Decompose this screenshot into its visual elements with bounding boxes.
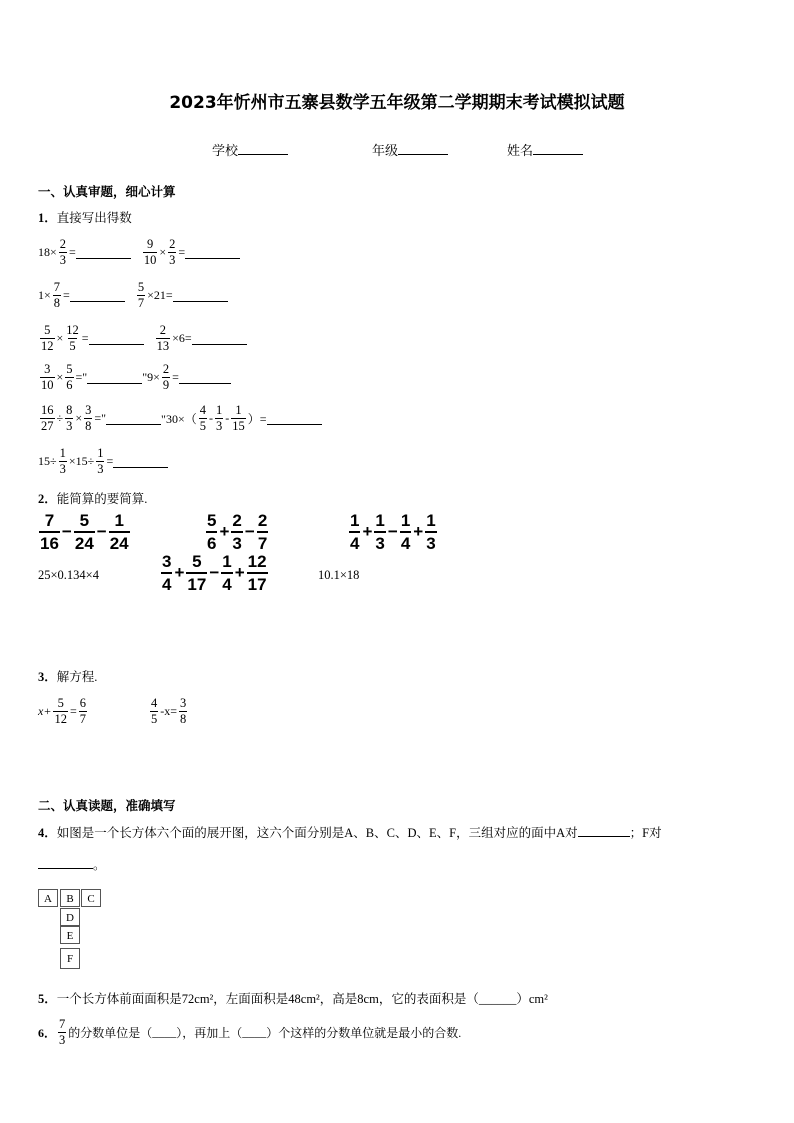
fraction (53, 281, 61, 309)
denominator: 7 (79, 711, 86, 726)
denominator: 24 (109, 531, 130, 552)
text: = (69, 244, 76, 259)
numerator: 2 (162, 362, 170, 376)
operator: + (413, 522, 424, 541)
net-cell-f: F (60, 948, 80, 969)
q1-row-2 (38, 275, 228, 315)
text: ×6= (172, 330, 192, 345)
q5-blank[interactable]: ______ (478, 992, 517, 1006)
q6-number: 6． (38, 1025, 57, 1040)
numerator: 12 (66, 323, 79, 337)
fraction (65, 363, 73, 391)
fraction (143, 238, 158, 266)
denominator: 3 (66, 418, 73, 433)
q1-heading (38, 208, 132, 226)
numerator: 1 (222, 552, 232, 571)
q4-line-2 (38, 855, 106, 873)
denominator: 12 (41, 338, 54, 353)
numerator: 1 (375, 511, 385, 530)
numerator: 5 (57, 696, 64, 710)
answer-blank[interactable] (76, 246, 131, 259)
fraction (39, 512, 60, 552)
fraction (425, 512, 436, 552)
q6-blank-1[interactable]: ____ (152, 1024, 177, 1039)
numerator: 7 (53, 280, 61, 294)
fraction (65, 404, 73, 432)
q2-text: 能简算的要简算. (56, 492, 148, 506)
denominator: 17 (186, 572, 207, 593)
fraction (206, 512, 217, 552)
q2-expr-1 (38, 512, 131, 552)
operator: − (61, 522, 72, 541)
numerator: 3 (162, 552, 172, 571)
numerator: 3 (44, 362, 51, 376)
denominator: 8 (53, 295, 61, 310)
q4-line-1 (38, 823, 662, 841)
text: = (81, 330, 89, 345)
fraction (400, 512, 411, 552)
numerator: 1 (350, 511, 360, 530)
numerator: 5 (44, 323, 51, 337)
answer-blank[interactable] (179, 371, 231, 384)
q2-expr-3 (348, 512, 438, 552)
text: = (63, 287, 70, 302)
numerator: 4 (151, 696, 158, 710)
denominator: 4 (400, 531, 411, 552)
answer-blank[interactable] (70, 289, 125, 302)
denominator: 3 (97, 461, 104, 476)
q1-row-6 (38, 441, 168, 481)
fraction (349, 512, 360, 552)
denominator: 27 (41, 418, 54, 433)
grade-label: 年级 (372, 143, 399, 158)
denominator: 3 (59, 1032, 66, 1047)
text: "30×（ (161, 411, 197, 426)
q5-text: 一个长方体前面面积是72cm²，左面面积是48cm²，高是8cm，它的表面积是（ (56, 992, 479, 1006)
fraction (59, 447, 67, 475)
denominator: 17 (247, 572, 268, 593)
fraction (162, 363, 170, 391)
q3-equation-1 (38, 691, 89, 731)
fraction (247, 553, 268, 593)
text: =" (75, 369, 88, 384)
text: - (208, 410, 213, 425)
q4-mid: ；F对 (629, 826, 662, 840)
numerator: 5 (137, 280, 145, 294)
denominator: 9 (162, 377, 170, 392)
denominator: 8 (180, 711, 187, 726)
numerator: 7 (44, 511, 55, 530)
q2-heading (38, 489, 147, 507)
text: = (178, 244, 186, 259)
text: 1× (38, 287, 51, 302)
denominator: 10 (143, 252, 157, 267)
numerator: 1 (235, 403, 242, 417)
text: ）= (247, 411, 267, 426)
operator: + (234, 563, 245, 582)
denominator: 10 (41, 377, 54, 392)
denominator: 7 (257, 531, 268, 552)
operator: − (96, 522, 107, 541)
answer-blank[interactable] (173, 289, 228, 302)
q3-number: 3． (38, 670, 57, 684)
answer-blank[interactable] (113, 455, 168, 468)
denominator: 4 (349, 531, 360, 552)
text: × (56, 330, 64, 345)
q1-text: 直接写出得数 (56, 211, 132, 225)
fraction (96, 447, 104, 475)
q1-row-1 (38, 232, 240, 272)
text: ×21= (147, 287, 173, 302)
denominator: 3 (59, 252, 67, 267)
denominator: 5 (199, 418, 206, 433)
q6-text-2: ），再加上（ (176, 1025, 243, 1040)
net-cell-b: B (60, 889, 80, 907)
answer-blank[interactable] (192, 332, 247, 345)
denominator: 8 (85, 418, 92, 433)
fraction (215, 404, 223, 432)
q2-expr-5 (160, 553, 269, 593)
text: =" (94, 410, 107, 425)
fraction (186, 553, 207, 593)
numerator: 2 (257, 511, 268, 530)
numerator: 1 (400, 511, 411, 530)
answer-blank[interactable] (87, 371, 142, 384)
text: × (56, 369, 64, 384)
q3-heading (38, 667, 97, 685)
grade-field (372, 140, 448, 159)
text: ×15÷ (68, 453, 95, 468)
q4-end: 。 (93, 858, 106, 872)
fraction (137, 281, 145, 309)
numerator: 16 (41, 403, 54, 417)
answer-blank[interactable] (38, 856, 93, 869)
q1-row-3 (38, 318, 247, 358)
fraction (199, 404, 207, 432)
fraction (84, 404, 92, 432)
denominator: 4 (161, 572, 172, 593)
name-field (507, 140, 583, 159)
numerator: 5 (66, 362, 73, 376)
text: - (225, 410, 230, 425)
text: = (106, 453, 114, 468)
name-label: 姓名 (507, 143, 534, 158)
text: × (159, 244, 167, 259)
text: -x= (160, 703, 178, 718)
text: ÷ (56, 410, 64, 425)
numerator: 8 (66, 403, 73, 417)
q6-line (38, 1012, 461, 1052)
denominator: 3 (215, 418, 223, 433)
denominator: 24 (74, 531, 95, 552)
answer-blank[interactable] (185, 246, 240, 259)
denominator: 3 (231, 531, 242, 552)
net-cell-e: E (60, 926, 80, 944)
denominator: 3 (59, 461, 66, 476)
fraction (179, 697, 187, 725)
net-cell-a: A (38, 889, 58, 907)
numerator: 3 (180, 696, 187, 710)
fraction (168, 238, 176, 266)
denominator: 7 (137, 295, 145, 310)
numerator: 9 (146, 237, 154, 251)
numerator: 2 (59, 237, 67, 251)
q1-row-5 (38, 398, 322, 438)
q4-text: 如图是一个长方体六个面的展开图，这六个面分别是A、B、C、D、E、F，三组对应的面中A对 (56, 826, 578, 840)
q5-end: ）cm² (516, 992, 548, 1006)
q6-text: 的分数单位是（ (68, 1025, 153, 1040)
numerator: 1 (97, 446, 104, 460)
numerator: 6 (79, 696, 86, 710)
text: = (69, 703, 77, 718)
fraction (53, 697, 68, 725)
numerator: 2 (169, 237, 176, 251)
denominator: 13 (156, 338, 170, 353)
fraction (40, 363, 55, 391)
answer-blank[interactable] (578, 824, 630, 837)
numerator: 7 (59, 1017, 66, 1031)
text: "9× (142, 369, 160, 384)
q5-number: 5． (38, 992, 57, 1006)
numerator: 5 (192, 552, 202, 571)
section1-heading: 一、认真审题，细心计算 (38, 185, 176, 199)
answer-blank[interactable] (89, 332, 144, 345)
text: 18× (38, 244, 57, 259)
denominator: 15 (232, 418, 245, 433)
q6-text-3: ）个这样的分数单位就是最小的合数. (266, 1025, 462, 1040)
text: x+ (38, 703, 52, 718)
net-cell-c: C (81, 889, 101, 907)
q5-line (38, 989, 548, 1007)
fraction (109, 512, 130, 552)
denominator: 5 (69, 338, 76, 353)
denominator: 3 (374, 531, 385, 552)
denominator: 16 (39, 531, 60, 552)
denominator: 3 (169, 252, 176, 267)
fraction (150, 697, 158, 725)
name-blank[interactable] (533, 141, 583, 155)
grade-blank[interactable] (398, 141, 448, 155)
fraction (374, 512, 385, 552)
denominator: 4 (221, 572, 232, 593)
text: = (172, 369, 179, 384)
school-blank[interactable] (238, 141, 288, 155)
fraction (58, 1018, 66, 1046)
denominator: 6 (206, 531, 217, 552)
answer-blank[interactable] (106, 412, 161, 425)
fraction (161, 553, 172, 593)
q3-equation-2 (148, 691, 189, 731)
denominator: 6 (66, 377, 73, 392)
fraction (231, 512, 242, 552)
numerator: 5 (207, 511, 217, 530)
numerator: 3 (85, 403, 92, 417)
numerator: 1 (114, 511, 124, 530)
operator: + (174, 563, 185, 582)
operator: + (219, 522, 230, 541)
fraction (231, 404, 246, 432)
text: 15÷ (38, 453, 57, 468)
q2-expr-4: 25×0.134×4 (38, 568, 99, 582)
denominator: 5 (151, 711, 158, 726)
fraction (40, 324, 55, 352)
q1-row-4 (38, 357, 231, 397)
q6-blank-2[interactable]: ____ (242, 1024, 267, 1039)
denominator: 12 (54, 711, 67, 726)
q4-number: 4． (38, 826, 57, 840)
school-label: 学校 (212, 143, 239, 158)
numerator: 2 (159, 323, 166, 337)
answer-blank[interactable] (267, 412, 322, 425)
numerator: 1 (215, 403, 223, 417)
operator: − (209, 563, 220, 582)
q2-expr-6: 10.1×18 (318, 568, 360, 582)
numerator: 1 (59, 446, 66, 460)
q2-number: 2． (38, 492, 57, 506)
q1-number: 1． (38, 211, 57, 225)
operator: − (387, 522, 398, 541)
text: × (75, 410, 83, 425)
fraction (156, 324, 171, 352)
numerator: 2 (232, 511, 242, 530)
fraction (40, 404, 55, 432)
operator: − (244, 522, 255, 541)
denominator: 3 (425, 531, 436, 552)
q3-text: 解方程. (56, 670, 98, 684)
numerator: 1 (426, 511, 436, 530)
operator: + (362, 522, 373, 541)
fraction (221, 553, 232, 593)
fraction (74, 512, 95, 552)
q2-expr-2 (205, 512, 269, 552)
section2-heading: 二、认真读题，准确填写 (38, 799, 176, 813)
fraction (65, 324, 80, 352)
fraction (59, 238, 67, 266)
school-field (212, 140, 288, 159)
numerator: 12 (247, 552, 267, 571)
fraction (257, 512, 268, 552)
page-title: 2023年忻州市五寨县数学五年级第二学期期末考试模拟试题 (169, 93, 625, 113)
net-cell-d: D (60, 908, 80, 926)
numerator: 4 (199, 403, 206, 417)
fraction (79, 697, 87, 725)
numerator: 5 (79, 511, 90, 530)
